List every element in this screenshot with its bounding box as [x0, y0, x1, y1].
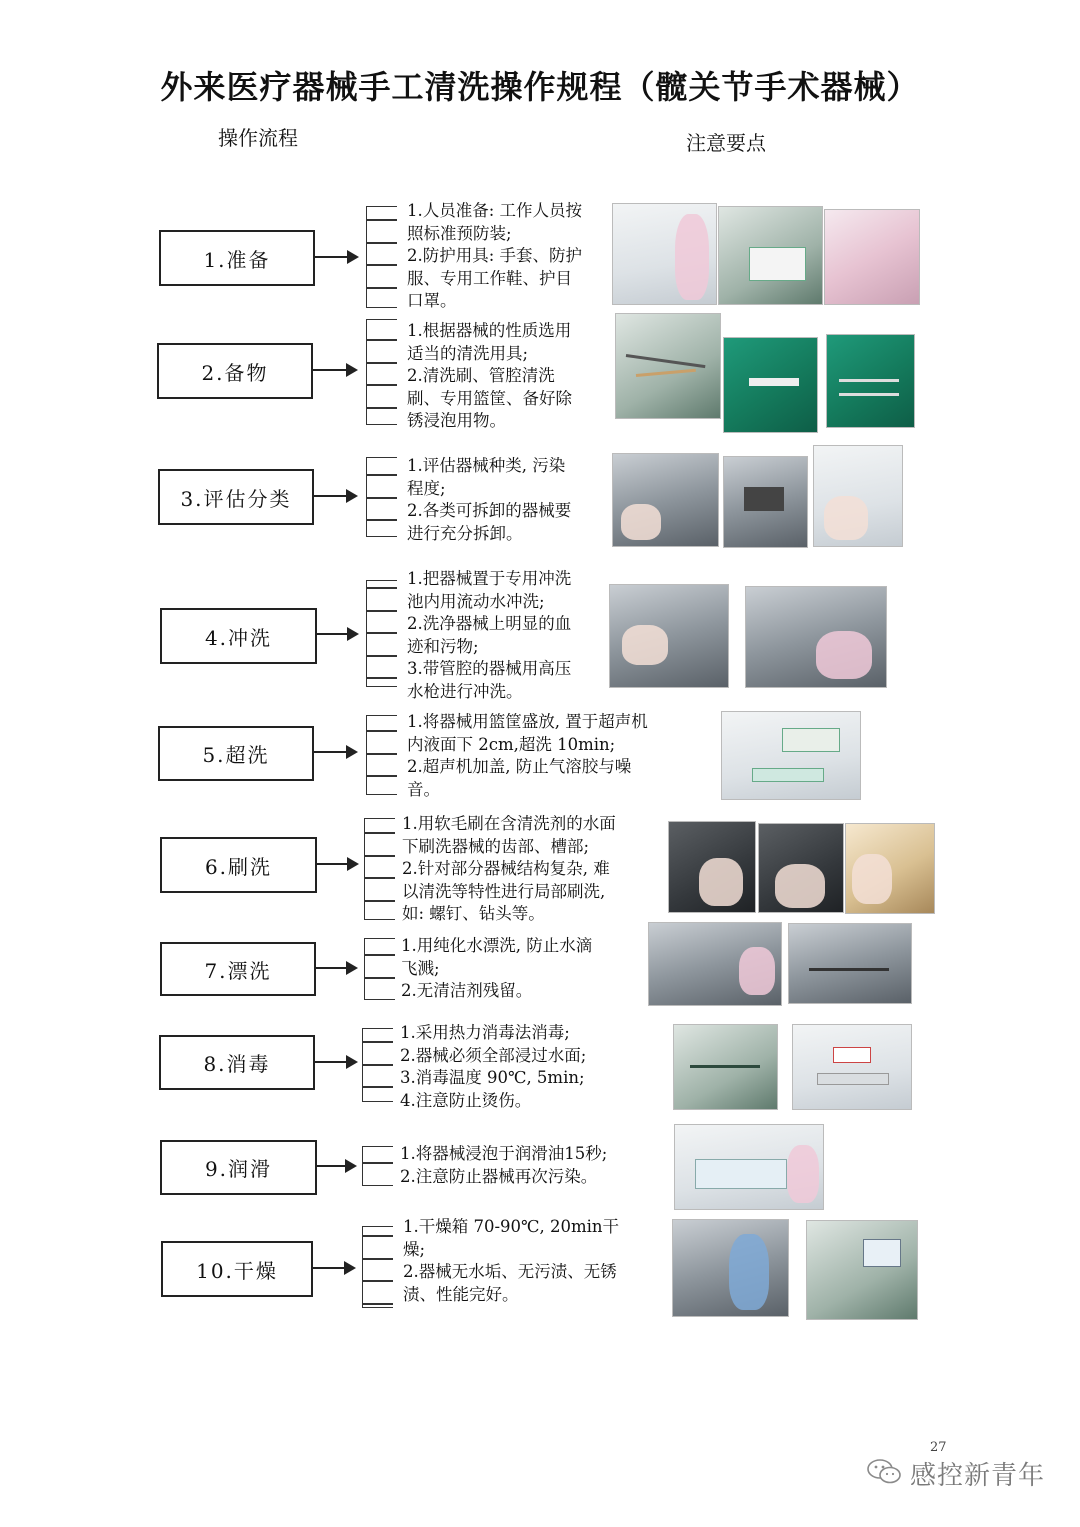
- step-arrow: [311, 1267, 354, 1269]
- step-9-photo: [674, 1124, 824, 1210]
- step-box-9: [160, 1140, 317, 1195]
- step-1-photo: [612, 203, 717, 305]
- step-7-photo: [788, 923, 912, 1004]
- brace-tick: [366, 362, 397, 364]
- step-notes-2: [407, 320, 572, 433]
- step-6-photo: [758, 823, 844, 913]
- step-arrow: [313, 495, 356, 497]
- brace-tick: [364, 877, 395, 879]
- brace-tick: [366, 407, 397, 409]
- brace-tick: [362, 1258, 393, 1260]
- step-arrow: [313, 1061, 356, 1063]
- note-line: 2.针对部分器械结构复杂, 难: [402, 859, 610, 878]
- note-line: 飞溅;: [401, 958, 440, 978]
- step-label: 8.消毒: [203, 1052, 271, 1076]
- notes-column-header: 注意要点: [686, 131, 766, 155]
- step-notes-6: [402, 813, 616, 926]
- step-10-photo: [672, 1219, 789, 1317]
- step-arrow: [312, 751, 356, 753]
- step-notes-8: [400, 1022, 586, 1112]
- brace-tick: [366, 287, 397, 289]
- step-box-6: [160, 837, 317, 893]
- note-line: 1.干燥箱 70-90℃, 20min干: [403, 1217, 620, 1236]
- note-line: 迹和污物;: [407, 636, 479, 656]
- brace-tick: [362, 1064, 393, 1066]
- note-line: 燥;: [403, 1239, 426, 1259]
- note-line: 2.注意防止器械再次污染。: [400, 1166, 598, 1186]
- brace-tick: [366, 655, 397, 657]
- watermark-account-name: 感控新青年: [910, 1461, 1046, 1491]
- notes-brace: [362, 1146, 393, 1186]
- step-notes-3: [407, 455, 571, 545]
- step-4-photo: [609, 584, 729, 688]
- note-line: 锈浸泡用物。: [407, 411, 506, 430]
- step-box-7: [160, 942, 316, 996]
- brace-tick: [364, 832, 395, 834]
- step-notes-5: [407, 711, 648, 801]
- step-arrow: [315, 1165, 355, 1167]
- notes-brace: [366, 715, 397, 795]
- brace-tick: [366, 497, 397, 499]
- note-line: 服、专用工作鞋、护目: [407, 268, 572, 288]
- note-line: 2.清洗刷、管腔清洗: [407, 366, 555, 385]
- step-box-5: [158, 726, 314, 781]
- page-number: 27: [930, 1440, 947, 1455]
- brace-tick: [364, 900, 395, 902]
- notes-brace: [366, 319, 397, 425]
- step-3-photo: [612, 453, 719, 547]
- brace-tick: [366, 264, 397, 266]
- step-5-photo: [721, 711, 861, 800]
- note-line: 程度;: [407, 478, 446, 498]
- step-notes-9: [400, 1143, 607, 1188]
- note-line: 4.注意防止烫伤。: [400, 1090, 532, 1110]
- brace-tick: [364, 977, 395, 979]
- step-8-photo: [673, 1024, 778, 1110]
- note-line: 1.用软毛刷在含清洗剂的水面: [402, 814, 616, 833]
- notes-brace: [362, 1226, 393, 1308]
- step-6-photo: [668, 821, 756, 913]
- step-3-photo: [813, 445, 903, 547]
- step-label: 6.刷洗: [204, 854, 273, 879]
- step-1-photo: [718, 206, 823, 305]
- step-2-photo: [826, 334, 915, 428]
- note-line: 渍、性能完好。: [403, 1284, 519, 1304]
- step-label: 4.冲洗: [204, 625, 273, 650]
- step-arrow: [315, 863, 357, 865]
- brace-tick: [366, 474, 397, 476]
- brace-tick: [364, 954, 395, 956]
- step-box-1: [159, 230, 315, 286]
- step-label: 7.漂洗: [204, 958, 272, 983]
- note-line: 1.根据器械的性质选用: [407, 321, 572, 340]
- brace-tick: [366, 610, 397, 612]
- step-arrow: [315, 633, 357, 635]
- step-4-photo: [745, 586, 887, 688]
- note-line: 2.器械必须全部浸过水面;: [400, 1045, 587, 1065]
- brace-tick: [366, 519, 397, 521]
- wechat-logo-icon: [866, 1458, 902, 1484]
- step-2-photo: [615, 313, 721, 419]
- note-line: 照标准预防装;: [407, 223, 512, 243]
- brace-tick: [366, 677, 397, 679]
- brace-tick: [366, 775, 397, 777]
- note-line: 池内用流动水冲洗;: [407, 591, 545, 611]
- step-label: 9.润滑: [204, 1157, 273, 1181]
- note-line: 1.用纯化水漂洗, 防止水滴: [401, 936, 593, 955]
- note-line: 2.各类可拆卸的器械要: [407, 501, 572, 520]
- step-8-photo: [792, 1024, 912, 1110]
- note-line: 1.采用热力消毒法消毒;: [400, 1023, 570, 1042]
- process-column-header: 操作流程: [218, 126, 298, 150]
- brace-tick: [362, 1280, 393, 1282]
- brace-tick: [362, 1086, 393, 1088]
- note-line: 2.器械无水垢、无污渍、无锈: [403, 1262, 617, 1281]
- note-line: 1.将器械浸泡于润滑油15秒;: [400, 1144, 608, 1163]
- note-line: 如: 螺钉、钻头等。: [402, 904, 545, 923]
- note-line: 3.消毒温度 90℃, 5min;: [400, 1068, 585, 1087]
- step-notes-4: [407, 568, 571, 703]
- step-label: 5.超洗: [202, 743, 270, 767]
- brace-tick: [366, 753, 397, 755]
- brace-tick: [362, 1041, 393, 1043]
- brace-tick: [366, 339, 397, 341]
- note-line: 刷、专用篮筐、备好除: [407, 388, 572, 408]
- note-line: 2.无清洁剂残留。: [401, 981, 533, 1000]
- brace-tick: [364, 855, 395, 857]
- note-line: 口罩。: [407, 291, 457, 310]
- brace-tick: [366, 587, 397, 589]
- note-line: 3.带管腔的器械用高压: [407, 659, 572, 678]
- note-line: 2.洗净器械上明显的血: [407, 614, 572, 633]
- brace-tick: [366, 219, 397, 221]
- note-line: 音。: [407, 779, 440, 799]
- brace-tick: [362, 1162, 393, 1164]
- step-notes-1: [407, 200, 582, 313]
- note-line: 下刷洗器械的齿部、槽部;: [402, 836, 590, 856]
- step-box-3: [158, 469, 314, 525]
- step-arrow: [314, 967, 356, 969]
- step-notes-7: [401, 935, 592, 1003]
- brace-tick: [366, 242, 397, 244]
- step-1-photo: [824, 209, 920, 305]
- note-line: 适当的清洗用具;: [407, 343, 529, 363]
- brace-tick: [366, 384, 397, 386]
- brace-tick: [362, 1235, 393, 1237]
- note-line: 内液面下 2cm,超洗 10min;: [407, 734, 616, 754]
- step-notes-10: [403, 1216, 619, 1306]
- step-box-2: [157, 343, 313, 399]
- step-arrow: [313, 256, 357, 258]
- step-10-photo: [806, 1220, 918, 1320]
- note-line: 2.防护用具: 手套、防护: [407, 246, 583, 265]
- note-line: 1.把器械置于专用冲洗: [407, 569, 572, 588]
- note-line: 1.评估器械种类, 污染: [407, 456, 566, 475]
- step-arrow: [312, 369, 356, 371]
- notes-brace: [366, 206, 397, 308]
- step-label: 2.备物: [201, 360, 269, 385]
- step-7-photo: [648, 922, 782, 1006]
- step-box-4: [160, 608, 317, 664]
- step-2-photo: [723, 337, 818, 433]
- brace-tick: [366, 730, 397, 732]
- brace-tick: [366, 632, 397, 634]
- step-3-photo: [723, 456, 808, 548]
- brace-tick: [362, 1303, 393, 1305]
- note-line: 1.将器械用篮筐盛放, 置于超声机: [407, 712, 648, 731]
- note-line: 进行充分拆卸。: [407, 523, 523, 543]
- step-label: 3.评估分类: [180, 486, 292, 511]
- note-line: 2.超声机加盖, 防止气溶胶与噪: [407, 757, 632, 776]
- note-line: 以清洗等特性进行局部刷洗,: [402, 881, 606, 901]
- page-title: 外来医疗器械手工清洗操作规程（髋关节手术器械）: [160, 68, 920, 106]
- step-box-8: [159, 1035, 315, 1090]
- notes-brace: [364, 938, 395, 1000]
- step-label: 1.准备: [203, 247, 271, 272]
- step-box-10: [161, 1241, 313, 1297]
- note-line: 1.人员准备: 工作人员按: [407, 201, 583, 220]
- notes-brace: [366, 580, 397, 687]
- note-line: 水枪进行冲洗。: [407, 681, 523, 701]
- step-6-photo: [845, 823, 935, 914]
- step-label: 10.干燥: [196, 1258, 278, 1283]
